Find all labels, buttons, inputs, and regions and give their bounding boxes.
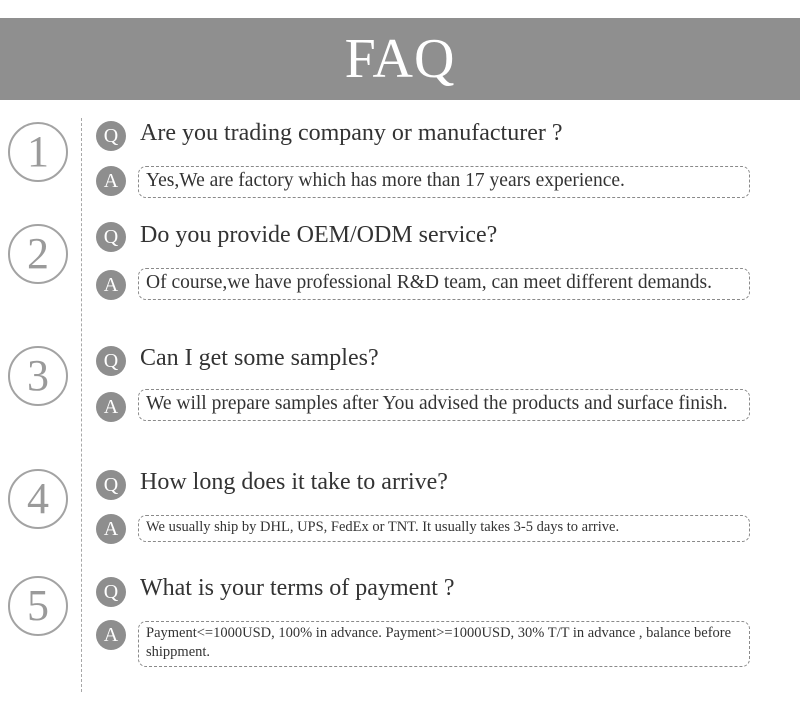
question-text: Can I get some samples? <box>140 345 379 371</box>
item-number-circle: 2 <box>8 224 68 284</box>
item-number-circle: 3 <box>8 346 68 406</box>
dashed-divider <box>81 118 82 692</box>
answer-badge-icon: A <box>96 620 126 650</box>
answer-box: We will prepare samples after You advised the products and surface finish. <box>138 389 750 421</box>
answer-box: Of course,we have professional R&D team, can meet different demands. <box>138 268 750 300</box>
answer-box: Yes,We are factory which has more than 17 years experience. <box>138 166 750 198</box>
question-badge-icon: Q <box>96 577 126 607</box>
page-title: FAQ <box>344 28 456 90</box>
faq-header <box>0 18 800 100</box>
question-text: Do you provide OEM/ODM service? <box>140 222 498 248</box>
answer-box: Payment<=1000USD, 100% in advance. Payment>=1000USD, 30% T/T in advance , balance before shippment. <box>138 621 750 667</box>
item-number-circle: 1 <box>8 122 68 182</box>
answer-badge-icon: A <box>96 514 126 544</box>
answer-badge-icon: A <box>96 166 126 196</box>
question-badge-icon: Q <box>96 121 126 151</box>
question-badge-icon: Q <box>96 470 126 500</box>
question-badge-icon: Q <box>96 346 126 376</box>
question-text: Are you trading company or manufacturer ? <box>140 120 563 146</box>
item-number-circle: 4 <box>8 469 68 529</box>
answer-badge-icon: A <box>96 392 126 422</box>
question-badge-icon: Q <box>96 222 126 252</box>
question-text: What is your terms of payment ? <box>140 575 455 601</box>
answer-box: We usually ship by DHL, UPS, FedEx or TNT. It usually takes 3-5 days to arrive. <box>138 515 750 542</box>
question-text: How long does it take to arrive? <box>140 469 448 495</box>
item-number-circle: 5 <box>8 576 68 636</box>
answer-badge-icon: A <box>96 270 126 300</box>
